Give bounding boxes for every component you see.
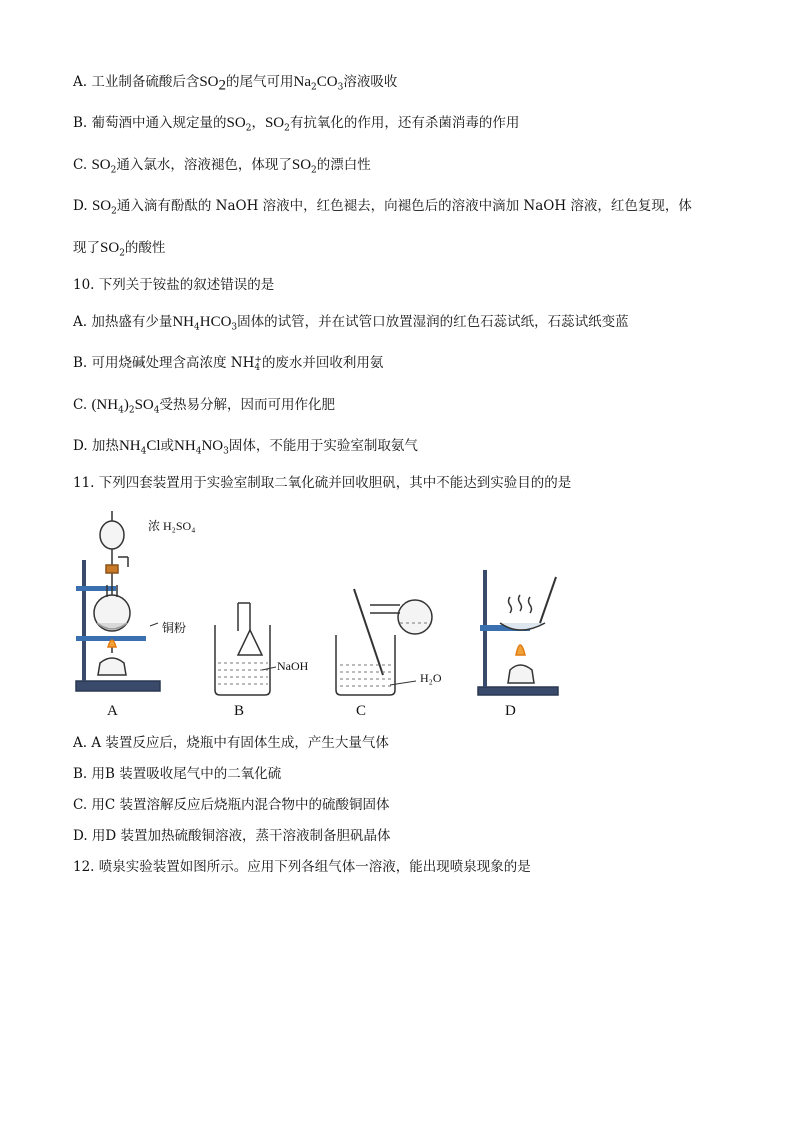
- figure-label-c: C: [356, 703, 367, 719]
- q10-option-a: A. 加热盛有少量$NH_4HCO_3$固体的试管，并在试管口放置湿润的红色石蕊试纸，石蕊试纸变蓝: [73, 314, 629, 333]
- q10-option-d: D. 加热$NH_4Cl$或$NH_4NO_3$固体，不能用于实验室制取氨气: [73, 438, 418, 457]
- q11-option-d: D. 用D 装置加热硫酸铜溶液，蒸干溶液制备胆矾晶体: [73, 828, 391, 844]
- q9-option-c: C. $SO_2$通入氯水，溶液褪色，体现了$SO_2$的漂白性: [73, 157, 371, 176]
- q11-option-c: C. 用C 装置溶解反应后烧瓶内混合物中的硫酸铜固体: [73, 797, 390, 813]
- q10-stem: 10. 下列关于铵盐的叙述错误的是: [73, 277, 275, 293]
- figure-label-d: D: [505, 703, 516, 719]
- q10-option-c: C. $(NH_4)_2SO_4$受热易分解，因而可用作化肥: [73, 397, 335, 416]
- q11-stem: 11. 下列四套装置用于实验室制取二氧化硫并回收胆矾，其中不能达到实验目的的是: [73, 475, 572, 491]
- figure-label-b: B: [234, 703, 245, 719]
- label-copper-powder: 铜粉: [162, 621, 187, 635]
- q9-option-a: A. 工业制备硫酸后含$SO_2$的尾气可用$Na_2CO_3$溶液吸收: [73, 74, 398, 94]
- q9-option-d: D. $SO_2$通入滴有酚酞的 NaOH 溶液中，红色褪去，向褪色后的溶液中滴加 NaOH 溶液，红色复现，体: [73, 198, 692, 217]
- apparatus-a: [76, 511, 160, 691]
- q11-option-b: B. 用B 装置吸收尾气中的二氧化硫: [73, 766, 282, 782]
- figure-label-a: A: [107, 703, 118, 719]
- q11-option-a: A. A 装置反应后，烧瓶中有固体生成，产生大量气体: [73, 735, 389, 751]
- q10-option-b: B. 可用烧碱处理含高浓度 NH + 4 的废水并回收利用氨: [73, 354, 384, 373]
- apparatus-c: [336, 589, 432, 695]
- q9-option-d-cont: 现了$SO_2$的酸性: [73, 240, 166, 259]
- q9-option-b: B. 葡萄酒中通入规定量的$SO_2$，$SO_2$有抗氧化的作用，还有杀菌消毒的作用: [73, 115, 520, 134]
- apparatus-figure: [70, 505, 570, 725]
- apparatus-diagram: [70, 505, 570, 725]
- q12-stem: 12. 喷泉实验装置如图所示。应用下列各组气体一溶液，能出现喷泉现象的是: [73, 859, 531, 875]
- label-conc-acid: 浓 H₂SO₄: [148, 519, 196, 533]
- apparatus-b: [215, 603, 276, 695]
- label-naoh: NaOH: [277, 659, 309, 673]
- label-h2o: H₂O: [420, 671, 442, 685]
- apparatus-d: [478, 570, 558, 695]
